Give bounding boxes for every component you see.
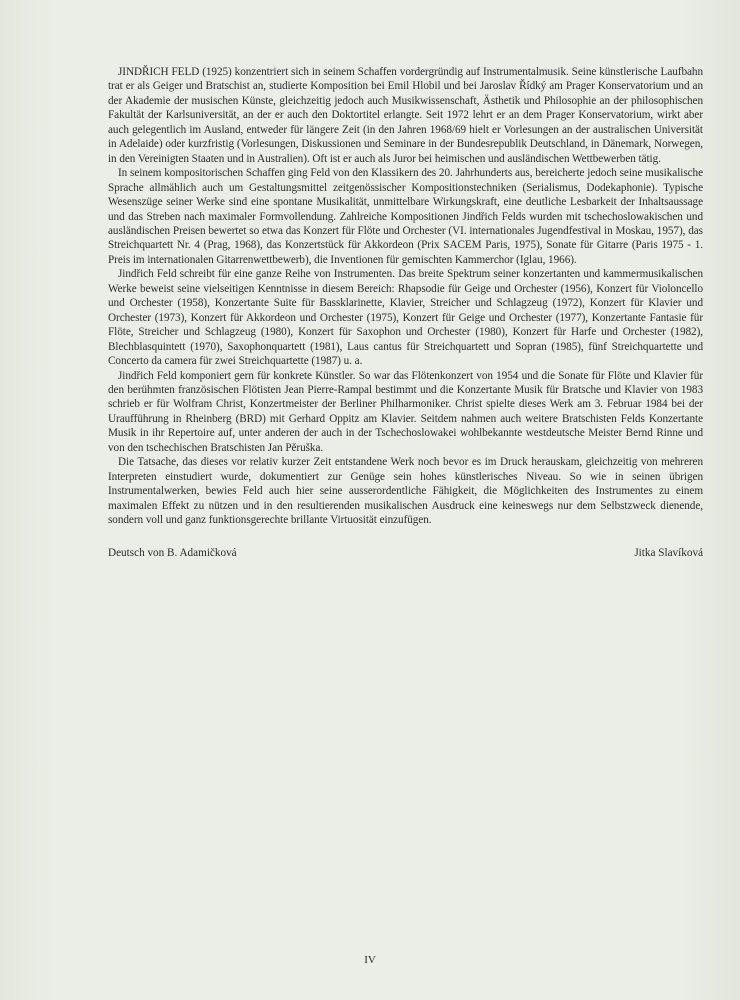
paragraph-works-list: Jindřich Feld schreibt für eine ganze Reihe von Instrumenten. Das breite Spektrum seiner konzertanten und kammermusikalischen Werke beweist seine vielseitigen Kenntnisse in diesem Bereich: Rhapsodie für Geige und Orchester (1956), Konzert für Violoncello und Orchester (1958), Konzertante Suite für Bassklarinette, Klavier, Streicher und Schlagzeug (1972), Konzert für Klavier und Orchester (1973), Konzert für Akkordeon und Orchester (1975), Konzert für Geige und Orchester (1977), Konzertante Fantasie für Flöte, Streicher und Schlagzeug (1980), Konzert für Saxophon und Orchester (1980), Konzert für Harfe und Orchester (1982), Blechblasquintett (1970), Saxophonquartett (1981), Laus cantus für Streichquartett und Sopran (1985), fünf Streichquartette und Concerto da camera für zwei Streichquartette (1987) u. a. (108, 268, 703, 368)
page-number: IV (364, 954, 376, 966)
paragraph-dedications: Jindřich Feld komponiert gern für konkrete Künstler. So war das Flötenkonzert von 1954 und die Sonate für Flöte und Klavier für den berühmten französischen Flötisten Jean Pierre-Rampal bestimmt und die Konzertante Musik für Bratsche und Klavier von 1983 schrieb er für Wolfram Christ, Konzertmeister der Berliner Philharmoniker. Christ spielte dieses Werk am 3. Februar 1984 bei der Uraufführung in Rheinberg (BRD) mit Gerhard Oppitz am Klavier. Seitdem nahmen auch weitere Bratschisten Felds Konzertante Musik in ihr Repertoire auf, unter anderen der auch in der Tschechoslowakei wohlbekannte westdeutsche Meister Bernd Rinne und von den tschechischen Bratschisten Jan Pěruška. (108, 369, 703, 454)
signature-line (108, 547, 703, 559)
paragraph-compositional-style: In seinem kompositorischen Schaffen ging Feld von den Klassikern des 20. Jahrhunderts aus, bereicherte jedoch seine musikalische Sprache allmählich auch um Gestaltungsmittel zeitgenössischer Kompositionstechniken (Serialismus, Dodekaphonie). Typische Wesenszüge seiner Werke sind eine spontane Musikalität, unmittelbare Wirkungskraft, eine deutliche Lesbarkeit der Inhaltsaussage und das Streben nach maximaler Formvollendung. Zahlreiche Kompositionen Jindřich Felds wurden mit tschechoslowakischen und ausländischen Preisen bewertet so etwa das Konzert für Flöte und Orchester (VI. internationales Jugendfestival in Moskau, 1957), das Streichquartett Nr. 4 (Prag, 1968), das Konzertstück für Akkordeon (Prix SACEM Paris, 1975), Sonate für Gitarre (Paris 1975 - 1. Preis im internationalen Gitarrenwettbewerb), die Inventionen für gemischten Kammerchor (Iglau, 1966). (108, 167, 703, 266)
paragraph-biography: JINDŘICH FELD (1925) konzentriert sich in seinem Schaffen vordergründig auf Instrumentalmusik. Seine künstlerische Laufbahn trat er als Geiger und Bratschist an, studierte Komposition bei Emil Hlobil und bei Jaroslav Řídký am Prager Konservatorium und an der Akademie der musischen Künste, gleichzeitig jedoch auch Musikwissenschaft, Ästhetik und Philosophie an der philosophischen Fakultät der Karlsuniversität, an der er auch den Doktortitel erlangte. Seit 1972 lehrt er an dem Prager Konservatorium, wirkt aber auch gelegentlich im Ausland, entweder für längere Zeit (in den Jahren 1968/69 hielt er Vorlesungen an der australischen Universität in Adelaide) oder kurzfristig (Vorlesungen, Diskussionen und Seminare in der Bundesrepublik Deutschland, in Dänemark, Norwegen, in den Vereinigten Staaten und in Australien). Oft ist er auch als Juror bei heimischen und ausländischen Wettbewerben tätig. (108, 66, 703, 165)
body-text (108, 65, 703, 528)
paragraph-conclusion: Die Tatsache, das dieses vor relativ kurzer Zeit entstandene Werk noch bevor es im Druck herauskam, gleichzeitig von mehreren Interpreten einstudiert wurde, dokumentiert zur Genüge sein hohes künstlerisches Niveau. So wie in seinen übrigen Instrumentalwerken, bewies Feld auch hier seine ausserordentliche Fähigkeit, die Möglichkeiten des Instrumentes zu einem maximalen Effekt zu nützen und in den resultierenden musikalischen Ausdruck eine keineswegs nur dem Selbstzweck dienende, sondern voll und ganz funktionsgerechte brillante Virtuosität einzufügen. (108, 456, 703, 527)
author-credit: Jitka Slavíková (634, 547, 703, 559)
translator-credit: Deutsch von B. Adamičková (108, 547, 237, 559)
